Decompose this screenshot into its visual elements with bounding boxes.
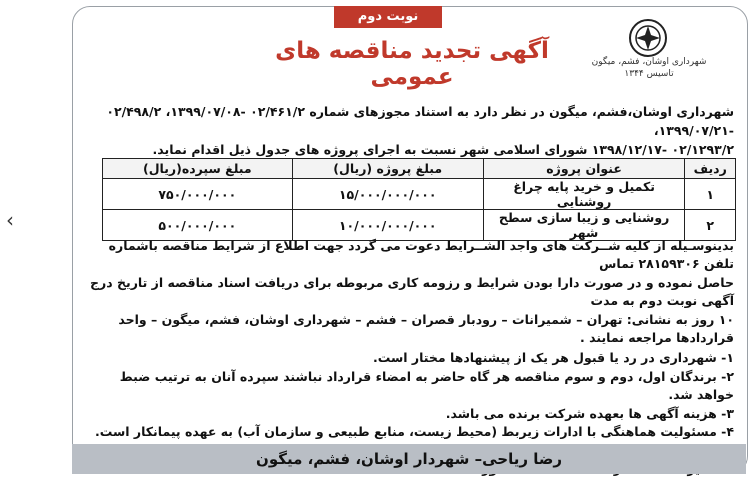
project-title: روشنایی و زیبا سازی سطح شهر xyxy=(483,210,685,241)
projects-table xyxy=(102,158,736,241)
ad-title: آگهی تجدید مناقصه های عمومی xyxy=(275,38,549,90)
table-header-row xyxy=(103,159,736,179)
edge-mark-icon: ‹ xyxy=(6,208,14,232)
header-row-number: ردیف xyxy=(685,159,736,179)
logo-line-1: شهرداری اوشان، فشم، میگون xyxy=(591,57,707,67)
deposit-amount: ۷۵۰/۰۰۰/۰۰۰ xyxy=(103,179,293,210)
logo-caption xyxy=(574,56,724,80)
intro-line-1: شهرداری اوشان،فشم، میگون در نظر دارد به استناد مجوزهای شماره ۰۲/۴۶۱/۲ -۱۳۹۹/۰۷/۰۸، ۰۲/۴۹۸/۲ -۱۳۹۹/۰۷/۲۱، xyxy=(106,104,734,138)
municipality-emblem-icon xyxy=(628,18,668,58)
header-project-title: عنوان پروژه xyxy=(483,159,685,179)
table-row xyxy=(103,179,736,210)
intro-line-2: ۰۲/۱۲۹۳/۲ -۱۳۹۸/۱۲/۱۷ شورای اسلامی شهر نسبت به اجرای پروژه های جدول ذیل اقدام نماید. xyxy=(152,142,734,157)
logo-line-2: تاسیس ۱۳۴۴ xyxy=(624,69,674,79)
body-line-3: ۱۰ روز به نشانی: تهران – شمیرانات – رودبار قصران – فشم – شهرداری اوشان، فشم، میگون – واحد قراردادها مراجعه نمایند . xyxy=(118,311,734,346)
body-line-2: حاصل نموده و در صورت دارا بودن شرایط و رزومه کاری مربوطه برای دریافت اسناد مناقصه از تاریخ درج آگهی نوبت دوم به مدت xyxy=(90,274,734,309)
list-item: ۳- هزینه آگهی ها بعهده شرکت برنده می باشد. xyxy=(445,405,734,421)
project-amount: ۱۵/۰۰۰/۰۰۰/۰۰۰ xyxy=(292,179,483,210)
intro-paragraph xyxy=(80,102,734,159)
ad-body xyxy=(80,237,734,478)
header-project-amount: مبلغ پروژه (ریال) xyxy=(292,159,483,179)
signature-footer: رضا ریاحی– شهردار اوشان، فشم، میگون xyxy=(72,444,746,474)
list-item: ۴- مسئولیت هماهنگی با ادارات زیربط (محیط زیست، منابع طبیعی و سازمان آب) به عهده پیمانکار است. xyxy=(94,424,734,440)
row-number: ۲ xyxy=(685,210,736,241)
list-item: ۲- برندگان اول، دوم و سوم مناقصه هر گاه حاضر به امضاء قرارداد نباشند سپرده آنان به ترتیب ضبط خواهد شد. xyxy=(119,368,734,403)
edition-badge: نوبت دوم xyxy=(334,6,442,28)
deposit-amount: ۵۰۰/۰۰۰/۰۰۰ xyxy=(103,210,293,241)
table-row xyxy=(103,210,736,241)
list-item: ۱- شهرداری در رد یا قبول هر یک از پیشنهادها مختار است. xyxy=(372,350,734,366)
header-deposit-amount: مبلغ سپرده(ریال) xyxy=(103,159,293,179)
project-title: تکمیل و خرید پایه چراغ روشنایی xyxy=(483,179,685,210)
body-line-1: بدینوسـیله از کلیه شــرکت های واجد الشــرایط دعوت می گردد جهت اطلاع از شرایط مناقصه باشماره تلفن ۲۸۱۵۹۳۰۶ تماس xyxy=(108,238,734,272)
project-amount: ۱۰/۰۰۰/۰۰۰/۰۰۰ xyxy=(292,210,483,241)
row-number: ۱ xyxy=(685,179,736,210)
